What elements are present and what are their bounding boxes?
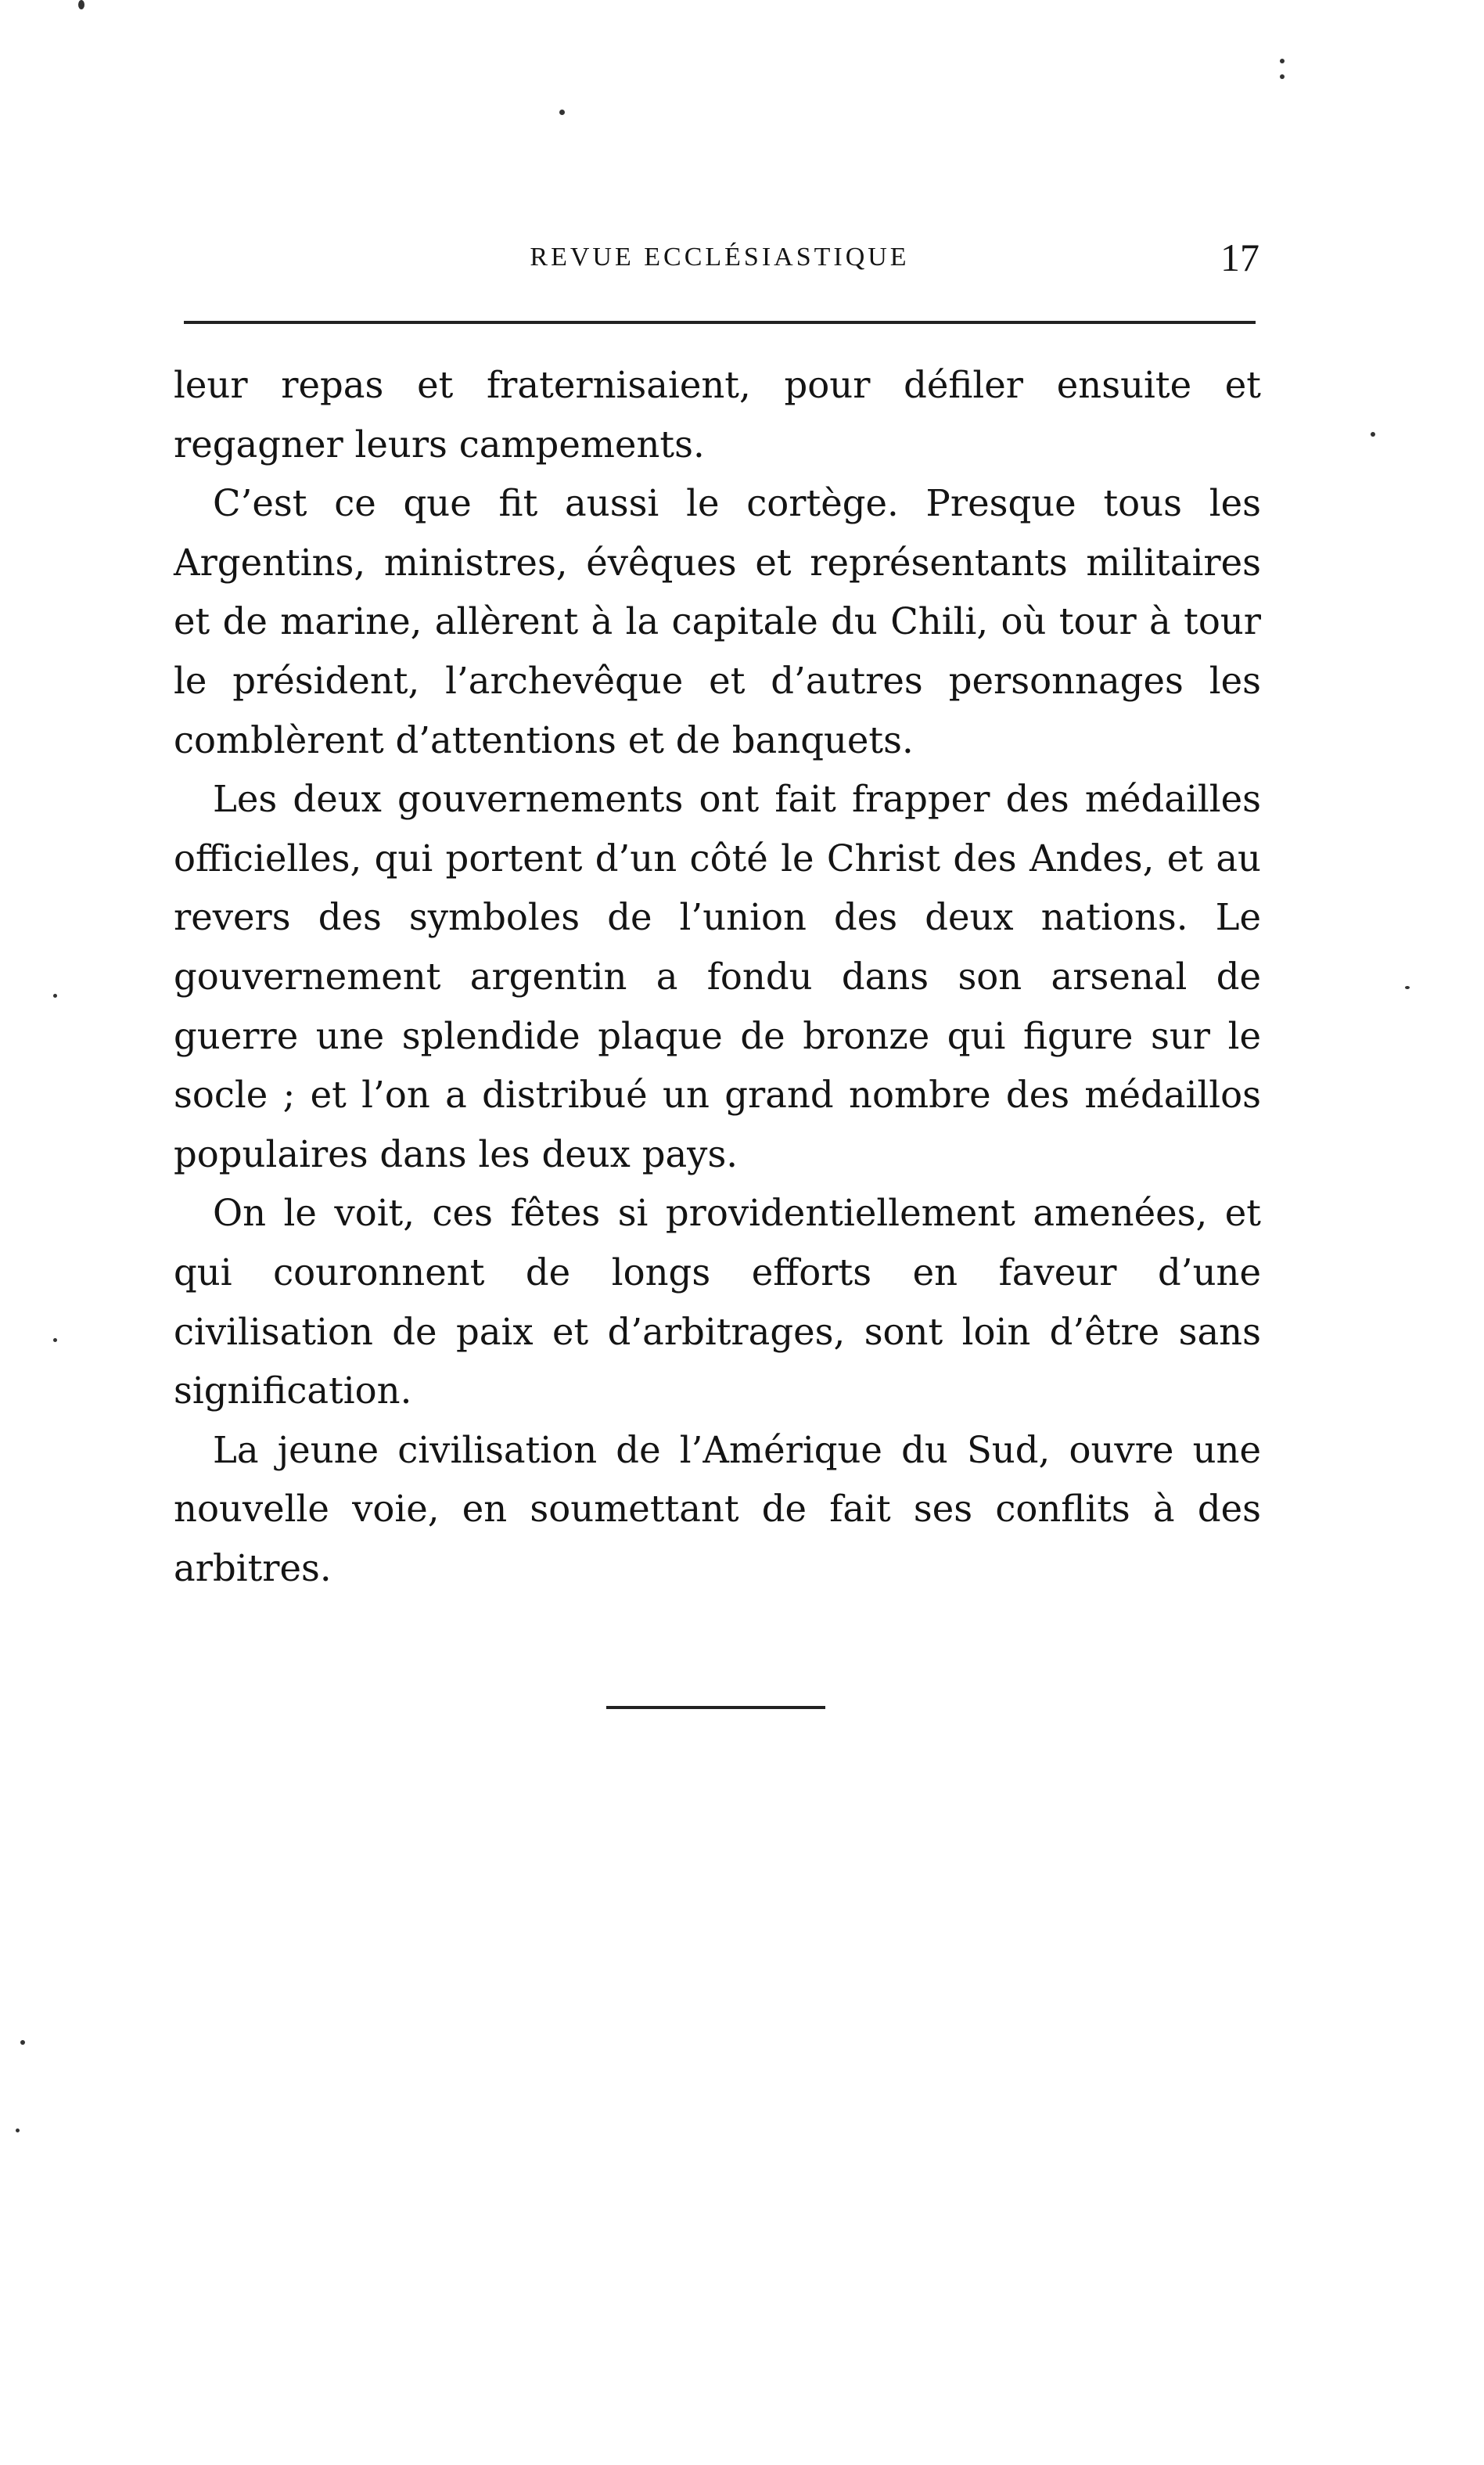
body-text (174, 356, 1261, 1598)
paragraph: Les deux gouvernements ont fait frapper des médailles officielles, qui portent d’un côté le Christ des Andes, et au revers des symboles de l’union des deux nations. Le gouvernement argentin a fondu dans son arsenal de guerre une splendide plaque de bronze qui figure sur le socle ; et l’on a distribué un grand nombre des médaillos populaires dans les deux pays. (174, 778, 1261, 1175)
scan-speck (78, 0, 84, 9)
scan-speck (1280, 74, 1285, 79)
scan-speck (1280, 59, 1285, 63)
scan-speck (53, 1338, 57, 1342)
header-rule (184, 321, 1256, 324)
scan-speck (1371, 432, 1375, 437)
page-number: 17 (1220, 236, 1259, 279)
paragraph: C’est ce que fit aussi le cortège. Presque tous les Argentins, ministres, évêques et représentants militaires et de marine, allèrent à la capitale du Chili, où tour à tour le président, l’archevêque et d’autres personnages les comblèrent d’attentions et de banquets. (174, 482, 1261, 761)
paragraph: On le voit, ces fêtes si providentiellement amenées, et qui couronnent de longs efforts en faveur d’une civilisation de paix et d’arbitrages, sont loin d’être sans signification. (174, 1192, 1261, 1412)
scan-speck (53, 994, 57, 998)
paragraph: La jeune civilisation de l’Amérique du Sud, ouvre une nouvelle voie, en soumettant de fait ses conflits à des arbitres. (174, 1428, 1261, 1589)
scan-speck (1405, 986, 1410, 989)
running-head (180, 235, 1259, 282)
scan-speck (20, 2040, 25, 2045)
running-title: REVUE ECCLÉSIASTIQUE (530, 243, 910, 272)
paragraph: leur repas et fraternisaient, pour défiler ensuite et regagner leurs campements. (174, 364, 1261, 466)
scan-speck (16, 2129, 20, 2132)
end-rule (606, 1706, 825, 1709)
scan-speck (559, 110, 565, 115)
